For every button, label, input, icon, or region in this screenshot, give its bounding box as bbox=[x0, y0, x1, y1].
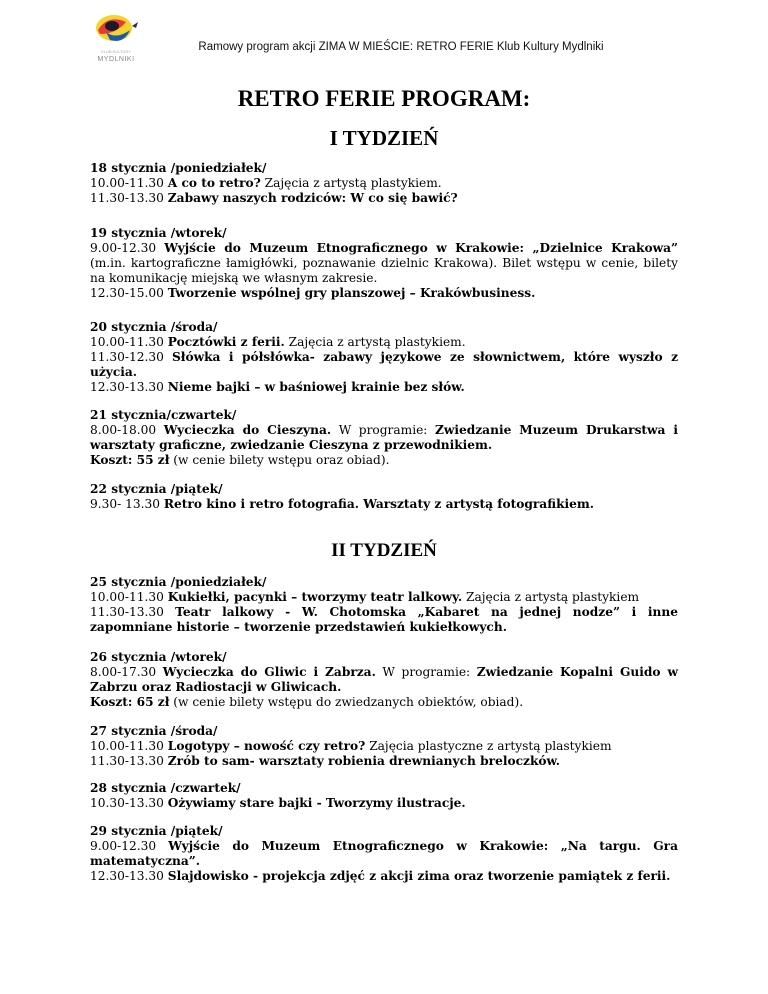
day-21-jan bbox=[90, 408, 678, 468]
logo-text: MYDLNIKI bbox=[97, 56, 135, 63]
note: (m.in. kartograficzne łamigłówki, poznawanie dzielnic Krakowa). Bilet wstępu w cenie, bilety na komunikację miejską we własnym zakresie. bbox=[90, 256, 678, 285]
date: 25 stycznia /poniedziałek/ bbox=[90, 575, 267, 589]
date: 28 stycznia /czwartek/ bbox=[90, 781, 241, 795]
time: 9.00-12.30 bbox=[90, 839, 169, 853]
time: 8.00-18.00 bbox=[90, 423, 164, 437]
logo bbox=[86, 4, 146, 70]
week2-title: II TYDZIEŃ bbox=[331, 540, 437, 561]
logo-icon bbox=[86, 4, 146, 54]
day-19-jan bbox=[90, 226, 678, 301]
day-20-jan bbox=[90, 320, 678, 395]
date: 22 stycznia /piątek/ bbox=[90, 482, 223, 496]
activity: Zrób to sam- warsztaty robienia drewnianych breloczków. bbox=[167, 754, 561, 768]
date: 21 stycznia/czwartek/ bbox=[90, 408, 237, 422]
time: 10.00-11.30 bbox=[90, 176, 168, 190]
time: 11.30-12.30 bbox=[90, 350, 172, 364]
note: Zajęcia z artystą plastykiem bbox=[462, 590, 640, 604]
day-18-jan bbox=[90, 161, 678, 206]
activity: Wyjście do Muzeum Etnograficznego w Krakowie: „Na targu. Gra matematyczna”. bbox=[90, 839, 678, 868]
time: 12.30-13.30 bbox=[90, 380, 168, 394]
activity: Logotypy – nowość czy retro? bbox=[167, 739, 366, 753]
time: 9.30- 13.30 bbox=[90, 497, 164, 511]
date: 18 stycznia /poniedziałek/ bbox=[90, 161, 267, 175]
activity-details: Zwiedzanie Kopalni Guido w Zabrzu oraz Radiostacji w Gliwicach. bbox=[90, 665, 678, 694]
note: W programie: bbox=[375, 665, 477, 679]
note: Zajęcia z artystą plastykiem. bbox=[284, 335, 466, 349]
cost-note: (w cenie bilety wstępu do zwiedzanych obiektów, obiad). bbox=[169, 695, 524, 709]
page-title: RETRO FERIE PROGRAM: bbox=[237, 86, 531, 111]
activity: Slajdowisko - projekcja zdjęć z akcji zima oraz tworzenie pamiątek z ferii. bbox=[167, 869, 671, 883]
date: 26 stycznia /wtorek/ bbox=[90, 650, 227, 664]
time: 10.00-11.30 bbox=[90, 335, 168, 349]
activity-details: Zwiedzanie Muzeum Drukarstwa i warsztaty graficzne, zwiedzanie Cieszyna z przewodnikiem. bbox=[90, 423, 678, 452]
day-25-jan bbox=[90, 575, 678, 635]
time: 10.00-11.30 bbox=[90, 590, 168, 604]
day-26-jan bbox=[90, 650, 678, 710]
cost: Koszt: 55 zł bbox=[90, 453, 170, 467]
time: 8.00-17.30 bbox=[90, 665, 163, 679]
day-22-jan bbox=[90, 482, 678, 512]
running-header: Ramowy program akcji ZIMA W MIEŚCIE: RETRO FERIE Klub Kultury Mydlniki bbox=[198, 41, 604, 53]
activity: Pocztówki z ferii. bbox=[167, 335, 285, 349]
time: 11.30-13.30 bbox=[90, 605, 176, 619]
note: W programie: bbox=[331, 423, 435, 437]
time: 10.30-13.30 bbox=[90, 796, 168, 810]
day-29-jan bbox=[90, 824, 678, 884]
week1-title: I TYDZIEŃ bbox=[329, 126, 439, 150]
time: 11.30-13.30 bbox=[90, 191, 168, 205]
activity: Ożywiamy stare bajki - Tworzymy ilustracje. bbox=[167, 796, 466, 810]
cost-note: (w cenie bilety wstępu oraz obiad). bbox=[169, 453, 390, 467]
date: 20 stycznia /środa/ bbox=[90, 320, 218, 334]
activity: Teatr lalkowy - W. Chotomska „Kabaret na jednej nodze” i inne zapomniane historie – tworzenie przedstawień kukiełkowych. bbox=[90, 605, 678, 634]
activity: Wycieczka do Gliwic i Zabrza. bbox=[162, 665, 376, 679]
activity: Kukiełki, pacynki – tworzymy teatr lalkowy. bbox=[167, 590, 463, 604]
activity: Słówka i półsłówka- zabawy językowe ze słownictwem, które wyszło z użycia. bbox=[90, 350, 678, 379]
time: 12.30-13.30 bbox=[90, 869, 168, 883]
time: 10.00-11.30 bbox=[90, 739, 168, 753]
note: Zajęcia z artystą plastykiem. bbox=[260, 176, 442, 190]
time: 9.00-12.30 bbox=[90, 241, 165, 255]
activity: Nieme bajki – w baśniowej krainie bez słów. bbox=[167, 380, 465, 394]
time: 12.30-15.00 bbox=[90, 286, 168, 300]
logo-small-text: KLUB KULTURY bbox=[101, 49, 131, 54]
activity: Tworzenie wspólnej gry planszowej – Krakówbusiness. bbox=[167, 286, 536, 300]
day-28-jan bbox=[90, 781, 678, 811]
activity: Retro kino i retro fotografia. Warsztaty z artystą fotografikiem. bbox=[163, 497, 595, 511]
day-27-jan bbox=[90, 724, 678, 769]
time: 11.30-13.30 bbox=[90, 754, 168, 768]
date: 29 stycznia /piątek/ bbox=[90, 824, 223, 838]
activity: Wycieczka do Cieszyna. bbox=[163, 423, 332, 437]
cost: Koszt: 65 zł bbox=[90, 695, 170, 709]
activity: Zabawy naszych rodziców: W co się bawić? bbox=[167, 191, 458, 205]
date: 19 stycznia /wtorek/ bbox=[90, 226, 227, 240]
activity: Wyjście do Muzeum Etnograficznego w Krakowie: „Dzielnice Krakowa” bbox=[164, 241, 678, 255]
note: Zajęcia plastyczne z artystą plastykiem bbox=[365, 739, 612, 753]
date: 27 stycznia /środa/ bbox=[90, 724, 218, 738]
activity: A co to retro? bbox=[167, 176, 261, 190]
